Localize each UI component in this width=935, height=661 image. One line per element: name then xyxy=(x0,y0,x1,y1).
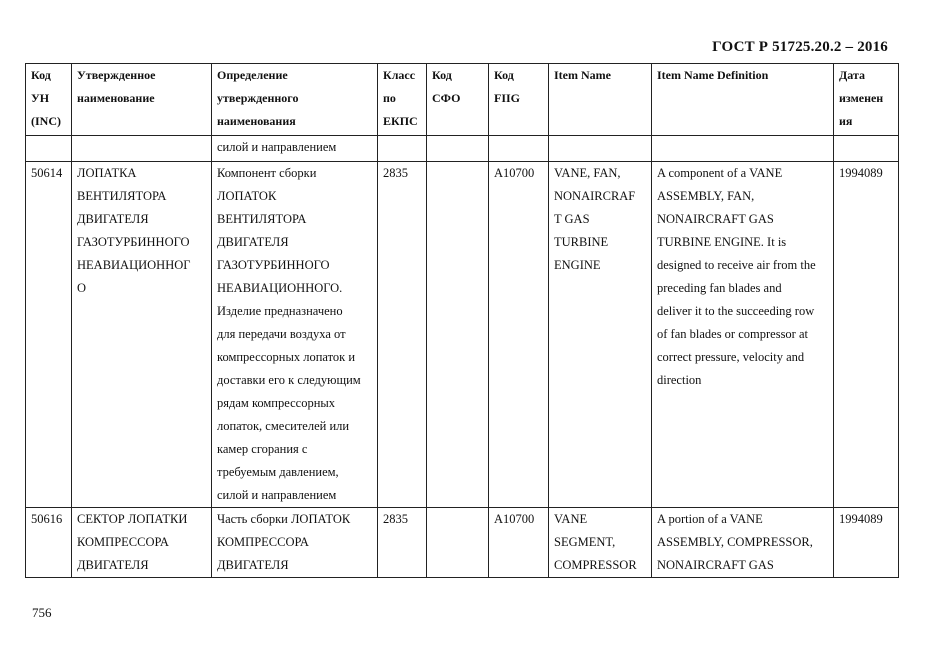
cell-fiig: A10700 xyxy=(489,508,549,578)
table-row xyxy=(26,508,899,578)
col-header-approved-name: Утвержденное наименование xyxy=(72,64,212,136)
cell-approved-name xyxy=(72,136,212,162)
cell-change-date: 1994089 xyxy=(834,508,899,578)
cell-sfo xyxy=(427,508,489,578)
cell-item-definition xyxy=(652,136,834,162)
cell-sfo xyxy=(427,136,489,162)
page-number: 756 xyxy=(32,605,52,620)
col-header-item-definition: Item Name Definition xyxy=(652,64,834,136)
cell-class: 2835 xyxy=(378,162,427,508)
col-header-fiig: Код FIIG xyxy=(489,64,549,136)
cell-item-definition: A portion of a VANE ASSEMBLY, COMPRESSOR, NONAIRCRAFT GAS xyxy=(652,508,834,578)
cell-change-date: 1994089 xyxy=(834,162,899,508)
cell-item-definition: A component of a VANE ASSEMBLY, FAN, NONAIRCRAFT GAS TURBINE ENGINE. It is designed to receive air from the preceding fan blades and deliver it to the succeeding row of fan blades or compressor at correct pressure, velocity and direction xyxy=(652,162,834,508)
table-row xyxy=(26,136,899,162)
cell-sfo xyxy=(427,162,489,508)
nomenclature-table xyxy=(25,63,899,578)
col-header-item-name: Item Name xyxy=(549,64,652,136)
cell-item-name: VANE, FAN, NONAIRCRAF T GAS TURBINE ENGINE xyxy=(549,162,652,508)
cell-approved-name: ЛОПАТКА ВЕНТИЛЯТОРА ДВИГАТЕЛЯ ГАЗОТУРБИННОГО НЕАВИАЦИОННОГ О xyxy=(72,162,212,508)
document-title: ГОСТ Р 51725.20.2 – 2016 xyxy=(712,39,888,55)
cell-approved-name: СЕКТОР ЛОПАТКИ КОМПРЕССОРА ДВИГАТЕЛЯ xyxy=(72,508,212,578)
cell-definition: силой и направлением xyxy=(212,136,378,162)
cell-fiig xyxy=(489,136,549,162)
cell-inc: 50614 xyxy=(26,162,72,508)
table-row xyxy=(26,162,899,508)
col-header-definition: Определение утвержденного наименования xyxy=(212,64,378,136)
cell-item-name: VANE SEGMENT, COMPRESSOR xyxy=(549,508,652,578)
cell-class: 2835 xyxy=(378,508,427,578)
cell-inc xyxy=(26,136,72,162)
table-header-row xyxy=(26,64,899,136)
cell-inc: 50616 xyxy=(26,508,72,578)
cell-item-name xyxy=(549,136,652,162)
cell-fiig: A10700 xyxy=(489,162,549,508)
col-header-inc: Код УН (INC) xyxy=(26,64,72,136)
cell-definition: Компонент сборки ЛОПАТОК ВЕНТИЛЯТОРА ДВИГАТЕЛЯ ГАЗОТУРБИННОГО НЕАВИАЦИОННОГО. Изделие предназначено для передачи воздуха от компрессорных лопаток и доставки его к следующим рядам компрессорных лопаток, смесителей или камер сгорания с требуемым давлением, силой и направлением xyxy=(212,162,378,508)
col-header-sfo: Код СФО xyxy=(427,64,489,136)
col-header-class: Класс по ЕКПС xyxy=(378,64,427,136)
cell-class xyxy=(378,136,427,162)
col-header-change-date: Дата изменен ия xyxy=(834,64,899,136)
cell-definition: Часть сборки ЛОПАТОК КОМПРЕССОРА ДВИГАТЕЛЯ xyxy=(212,508,378,578)
cell-change-date xyxy=(834,136,899,162)
